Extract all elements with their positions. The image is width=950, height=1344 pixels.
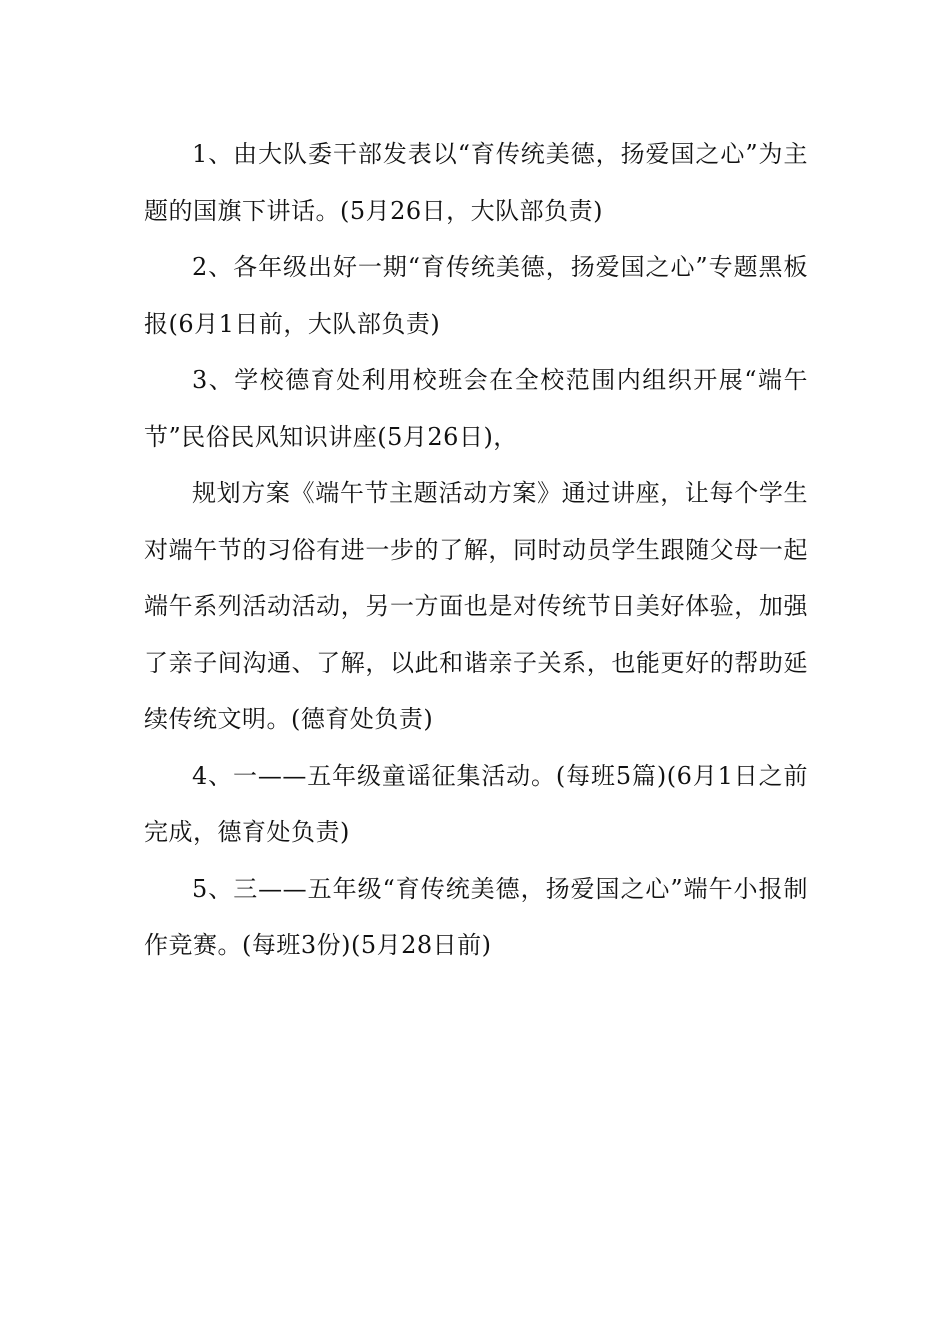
paragraph-item-1: 1、由大队委干部发表以“育传统美德，扬爱国之心”为主题的国旗下讲话。(5月26日，大队部负责) bbox=[144, 140, 808, 225]
paragraph-item-2: 2、各年级出好一期“育传统美德，扬爱国之心”专题黑板报(6月1日前，大队部负责) bbox=[144, 253, 808, 338]
document-body bbox=[144, 126, 808, 974]
paragraph-item-4: 4、一——五年级童谣征集活动。(每班5篇)(6月1日之前完成，德育处负责) bbox=[144, 761, 808, 846]
paragraph-item-5: 5、三——五年级“育传统美德，扬爱国之心”端午小报制作竞赛。(每班3份)(5月28日前) bbox=[144, 874, 808, 959]
paragraph-item-3: 3、学校德育处利用校班会在全校范围内组织开展“端午节”民俗民风知识讲座(5月26日)， bbox=[144, 366, 808, 451]
paragraph-plan-description: 规划方案《端午节主题活动方案》通过讲座，让每个学生对端午节的习俗有进一步的了解，同时动员学生跟随父母一起端午系列活动活动，另一方面也是对传统节日美好体验，加强了亲子间沟通、了解，以此和谐亲子关系，也能更好的帮助延续传统文明。(德育处负责) bbox=[144, 479, 808, 733]
